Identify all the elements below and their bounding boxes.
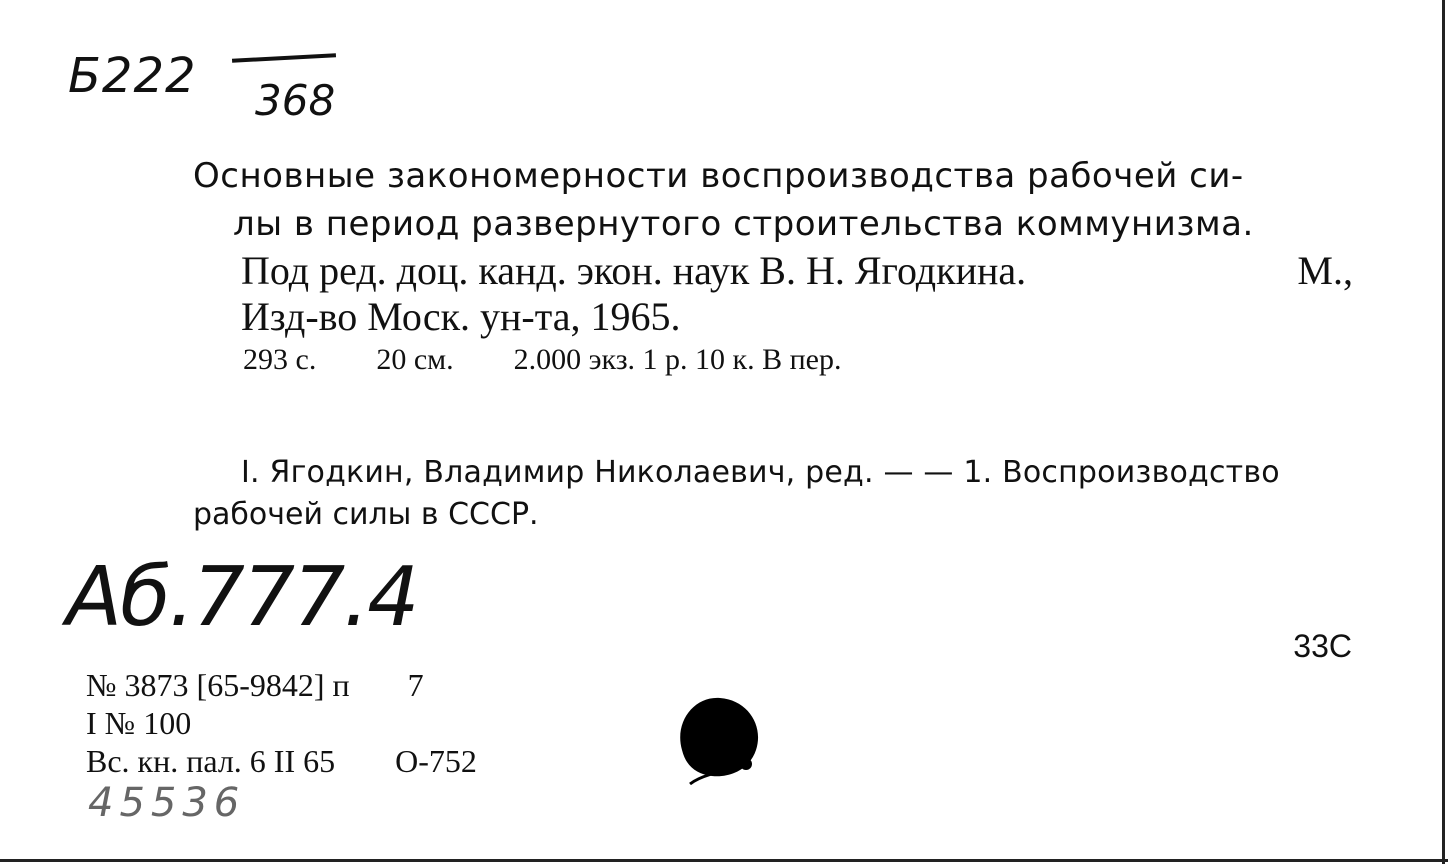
chamber-row (86, 742, 477, 780)
title-line-1: Основные закономерности воспроизводства рабочей си- (193, 156, 1244, 196)
editor-statement: Под ред. доц. канд. экон. наук В. Н. Ягодкина. (241, 248, 1027, 293)
tracing-line-2: рабочей силы в СССР. (193, 497, 539, 532)
copies-and-price: 2.000 экз. 1 р. 10 к. В пер. (513, 343, 842, 376)
shelfmark-fraction-line (232, 53, 336, 62)
handwritten-inventory-number: Аб.777.4 (66, 550, 418, 645)
physical-description (193, 340, 1353, 380)
title-line-2: лы в период развернутого строительства коммунизма. (233, 204, 1254, 244)
shelfmark-number: 368 (255, 76, 336, 125)
bibliographic-description (193, 152, 1353, 380)
card-number: О-752 (395, 743, 477, 779)
order-copies: 7 (407, 667, 424, 703)
editor-line (193, 248, 1353, 294)
tracings (193, 452, 1353, 536)
faint-scrawl: 45536 (88, 780, 246, 826)
printing-info (86, 666, 477, 780)
order-row (86, 666, 477, 704)
publisher-line: Изд-во Моск. ун-та, 1965. (241, 294, 681, 339)
page-count: 293 с. (243, 343, 317, 376)
book-chamber-date: Вс. кн. пал. 6 II 65 (86, 743, 336, 779)
classification-code: 33С (1293, 628, 1352, 664)
shelfmark-main: Б222 (68, 48, 197, 104)
book-size: 20 см. (376, 343, 454, 376)
issue-number: I № 100 (86, 705, 192, 741)
order-number: № 3873 [65-9842] п (86, 667, 350, 703)
tracing-line-1: I. Ягодкин, Владимир Николаевич, ред. — — 1. Воспроизводство (241, 455, 1280, 490)
publication-city: М., (1297, 248, 1353, 293)
punch-hole (672, 692, 764, 792)
